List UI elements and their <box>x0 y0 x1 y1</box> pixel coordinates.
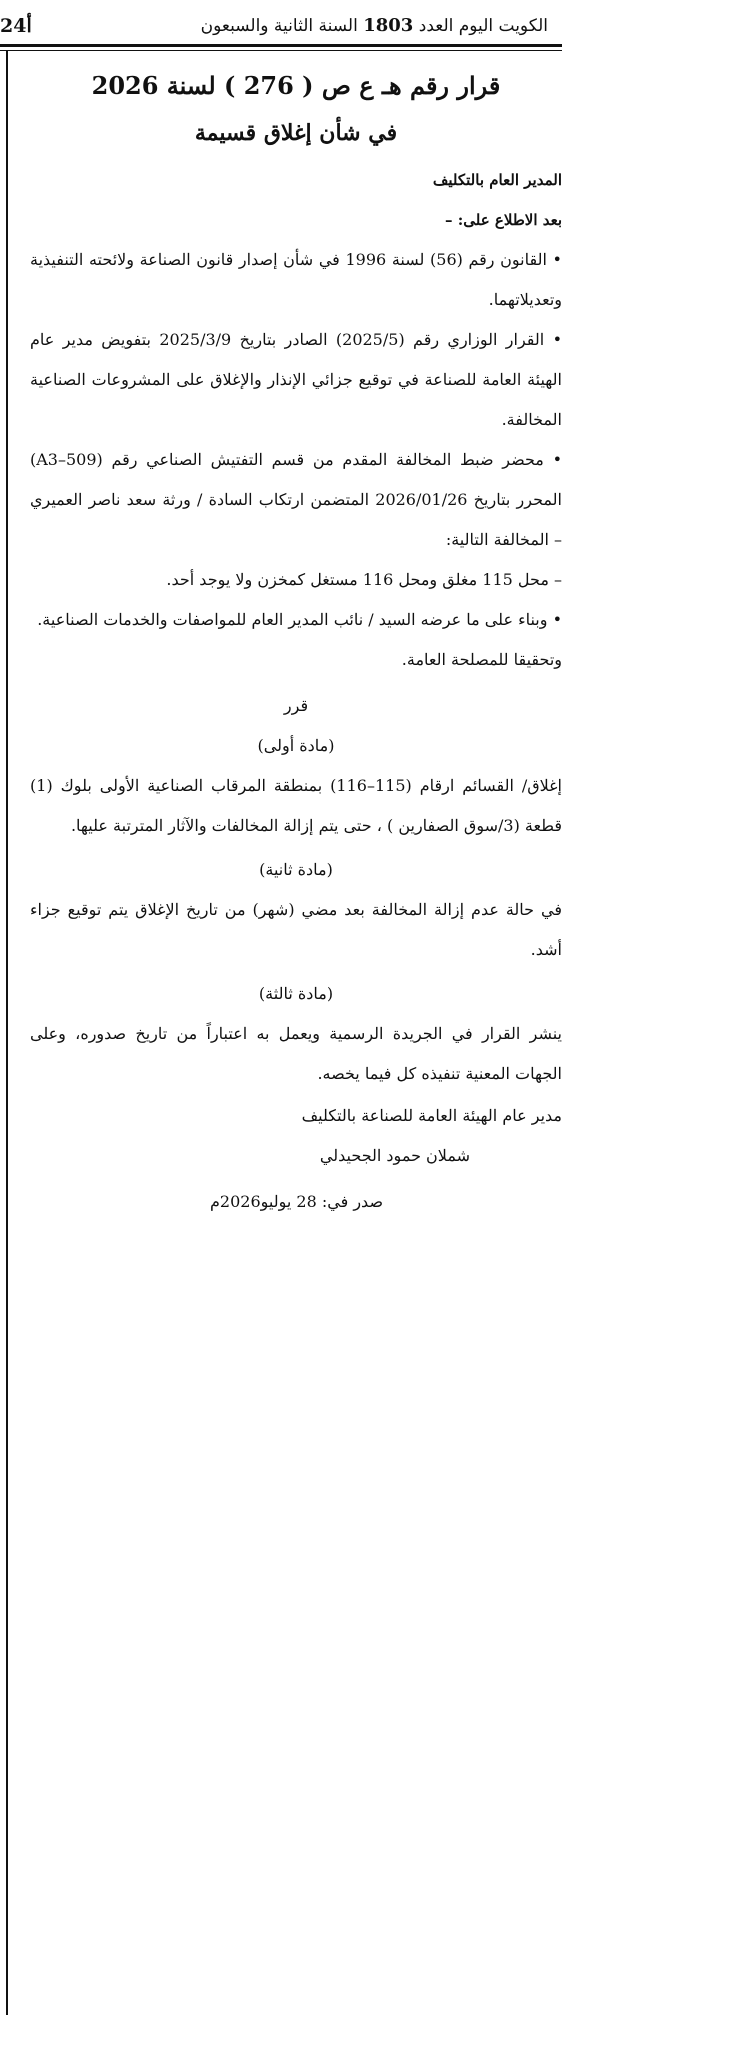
issue-number: 1803 <box>363 15 414 36</box>
decision-subtitle: في شأن إغلاق قسيمة <box>194 120 398 146</box>
signatory-name: شملان حمود الجحيدلي <box>319 1146 470 1165</box>
issued-date: صدر في: 28 يوليو2026م <box>210 1192 384 1211</box>
preamble-item-law: • القانون رقم (56) لسنة 1996 في شأن إصدار قانون الصناعة ولائحته التنفيذية وتعديلاتهما. <box>30 250 562 309</box>
article-3-text: ينشر القرار في الجريدة الرسمية ويعمل به اعتباراً من تاريخ صدوره، وعلى الجهات المعنية تنفيذه كل فيما يخصه. <box>30 1024 562 1083</box>
gazette-title-suffix: السنة الثانية والسبعون <box>200 16 358 36</box>
article-1-heading: (مادة أولى) <box>257 736 335 755</box>
gazette-title-prefix: الكويت اليوم العدد <box>418 16 548 36</box>
header-rule-thick <box>0 44 562 47</box>
article-3-heading: (مادة ثالثة) <box>258 984 334 1003</box>
decision-body <box>30 58 562 1222</box>
page-number: 24أ <box>0 15 32 37</box>
article-2-text: في حالة عدم إزالة المخالفة بعد مضي (شهر) من تاريخ الإغلاق يتم توقيع جزاء أشد. <box>30 900 562 959</box>
preamble-item-presentation: • وبناء على ما عرضه السيد / نائب المدير العام للمواصفات والخدمات الصناعية. <box>37 610 562 629</box>
issued-date-line <box>30 1182 562 1222</box>
after-review-line: بعد الاطلاع على: – <box>445 211 562 229</box>
signatory-title: مدير عام الهيئة العامة للصناعة بالتكليف <box>301 1106 562 1125</box>
preamble-item-ministerial-decision: • القرار الوزاري رقم (2025/5) الصادر بتاريخ 2025/3/9 بتفويض مدير عام الهيئة العامة للصناعة في توقيع جزائي الإنذار والإغلاق على المشروعات الصناعية المخالفة. <box>30 330 563 429</box>
decision-title: قرار رقم هـ ع ص ( 276 ) لسنة 2026 <box>91 71 501 100</box>
gazette-title <box>201 14 548 38</box>
page-header <box>0 14 560 44</box>
article-2-heading: (مادة ثانية) <box>259 860 333 879</box>
header-rule-thin <box>0 50 562 51</box>
public-interest-line: وتحقيقا للمصلحة العامة. <box>401 650 562 669</box>
article-1-text: إغلاق/ القسائم ارقام (115–116) بمنطقة المرقاب الصناعية الأولى بلوك (1) قطعة (3/سوق الصفارين ) ، حتى يتم إزالة المخالفات والآثار المترتبة عليها. <box>30 776 562 835</box>
decided-heading: قرر <box>283 696 309 715</box>
preamble-item-inspection-report: • محضر ضبط المخالفة المقدم من قسم التفتيش الصناعي رقم (A3–509) المحرر بتاريخ 2026/01/26 المتضمن ارتكاب السادة / ورثة سعد ناصر العميري – المخالفة التالية: <box>30 450 562 549</box>
signatory-name-line <box>30 1136 562 1176</box>
column-divider <box>6 50 8 2015</box>
violation-line: – محل 115 مغلق ومحل 116 مستغل كمخزن ولا يوجد أحد. <box>166 570 562 589</box>
issuer-line: المدير العام بالتكليف <box>432 171 562 189</box>
